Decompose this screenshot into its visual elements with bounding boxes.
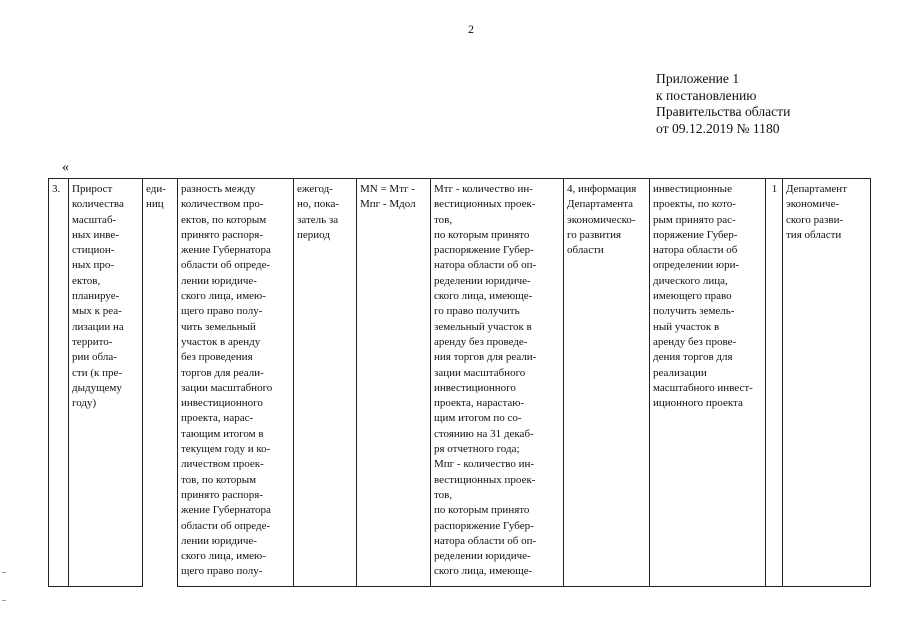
indicators-table [48, 178, 871, 587]
appendix-line: Правительства области [656, 104, 791, 119]
cell-formula: MN = Мтг - Мпг - Мдол [357, 179, 431, 587]
appendix-line: Приложение 1 [656, 71, 740, 86]
table-row [49, 179, 871, 587]
page-number: 2 [468, 22, 474, 36]
cell-population: инвестиционные проекты, по кото- рым принято рас- поряжение Губер- натора области об определении юри- дического лица, имеющего право получить земель- ный участок в аренду без прове- дения торгов для реализации масштабного инвест- иционного проекта [650, 179, 766, 587]
cell-row-number: 3. [49, 179, 69, 587]
scan-edge-mark [2, 600, 6, 601]
cell-method: 1 [766, 179, 783, 587]
appendix-line: к постановлению [656, 87, 757, 103]
cell-definition: разность между количеством про- ектов, по которым принято распоря- жение Губернатора области об опреде- лении юридиче- ского лица, имею- щего право полу- чить земельный участок в аренду без проведения торгов для реали- зации масштабного инвестиционного проекта, нарас- тающим итогом в текущем году и ко- личеством проек- тов, по которым принято распоря- жение Губернатора области об опреде- лении юридиче- ского лица, имею- щего право полу- [178, 179, 294, 587]
appendix-heading [656, 71, 790, 137]
cell-indicator-name: Прирост количества масштаб- ных инве- стицион- ных про- ектов, планируе- мых к реа- лизации на террито- рии обла- сти (к пре- дыдущему году) [69, 179, 143, 587]
scan-edge-mark [2, 572, 6, 573]
cell-variables: Мтг - количество ин- вестиционных проек- тов, по которым принято распоряжение Губер- натора области об оп- ределении юридиче- ского лица, имеюще- го право получить земельный участок в аренду без проведе- ния торгов для реали- зации масштабного инвестиционного проекта, нарастаю- щим итогом по со- стоянию на 31 декаб- ря отчетного года; Мпг - количество ин- вестиционных проек- тов, по которым принято распоряжение Губер- натора области об оп- ределении юридиче- ского лица, имеюще- [431, 179, 564, 587]
cell-periodicity: ежегод- но, пока- затель за период [294, 179, 357, 587]
opening-quote-mark: « [62, 160, 69, 175]
appendix-line: от 09.12.2019 № 1180 [656, 120, 780, 136]
cell-responsible: Департамент экономиче- ского разви- тия области [783, 179, 871, 587]
cell-unit: еди- ниц [143, 179, 178, 587]
cell-data-source: 4, информация Департамента экономическо- го развития области [564, 179, 650, 587]
